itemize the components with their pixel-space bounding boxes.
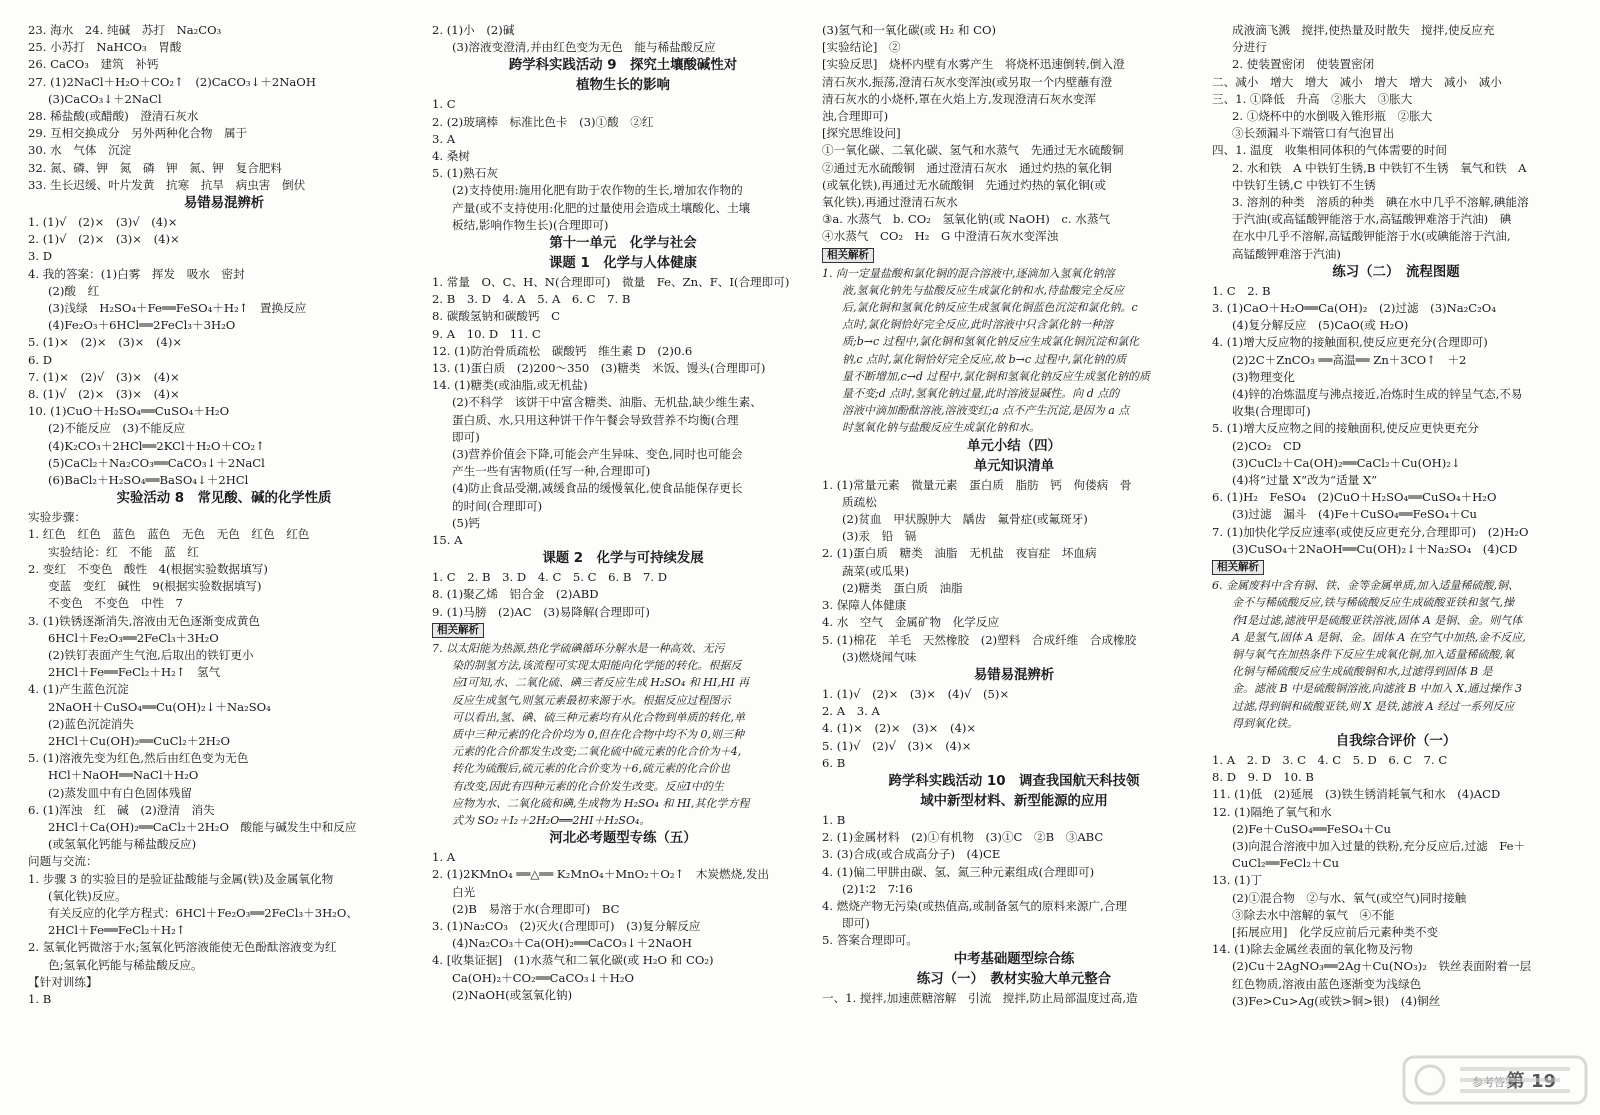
answer-line: 6. (1)浑浊 红 碱 (2)澄清 消失 — [28, 802, 215, 817]
answer-line: 3. 保障人体健康 — [822, 598, 907, 613]
answer-line: 一、1. 搅拌,加速蔗糖溶解 引流 搅拌,防止局部温度过高,造 — [822, 990, 1138, 1005]
answer-line: 3. (3)合成(或合成高分子) (4)CE — [822, 847, 1001, 862]
answer-line: 2. 变红 不变色 酸性 4(根据实验数据填写) — [28, 561, 268, 576]
answer-line: (2)1∶2 7∶16 — [842, 881, 913, 896]
section-heading: 单元小结（四） — [967, 438, 1061, 454]
answer-line: 2HCl＋Fe══FeCl₂＋H₂↑ 氢气 — [48, 665, 221, 680]
answer-line: 4. (1)偏二甲肼由碳、氢、氮三种元素组成(合理即可) — [822, 864, 1095, 879]
answer-line: (4)复分解反应 (5)CaO(或 H₂O) — [1232, 318, 1409, 333]
answer-line: 5. (1)√ (2)√ (3)× (4)× — [822, 738, 972, 753]
answer-line: (3)CaCO₃↓＋2NaCl — [48, 91, 162, 106]
answer-line: 32. 氮、磷、钾 氮 磷 钾 氮、钾 复合肥料 — [28, 160, 282, 175]
answer-line: (3)溶液变澄清,并由红色变为无色 能与稀盐酸反应 — [452, 40, 716, 55]
answer-line: 25. 小苏打 NaHCO₃ 胃酸 — [28, 40, 182, 55]
answer-line: (3)汞 铅 镉 — [842, 529, 917, 544]
analysis-line: A 是氢气,固体 A 是铜、金。固体 A 在空气中加热,金不反应, — [1232, 630, 1526, 644]
section-heading: 练习（二） 流程图题 — [1332, 264, 1460, 280]
answer-line: 产量(或不支持使用:化肥的过量使用会造成土壤酸化、土壤 — [452, 200, 751, 215]
answer-line: 1. A 2. D 3. C 4. C 5. D 6. C 7. C — [1212, 752, 1448, 767]
answer-line: 1. C 2. B — [1212, 283, 1271, 298]
answer-line: 29. 互相交换成分 另外两种化合物 属于 — [28, 126, 248, 141]
answer-line: [拓展应用] 化学反应前后元素种类不变 — [1232, 924, 1439, 939]
answer-line: 即可) — [452, 429, 480, 444]
answer-line: (3)浅绿 H₂SO₄＋Fe══FeSO₄＋H₂↑ 置换反应 — [48, 301, 307, 316]
answer-line: 4. [收集证据] (1)水蒸气和二氧化碳(或 H₂O 和 CO₂) — [432, 953, 714, 968]
answer-line: 2. (1)2KMnO₄ ══△══ K₂MnO₄＋MnO₂＋O₂↑ 木炭燃烧,发出 — [432, 867, 770, 882]
answer-line: 3. (1)铁锈逐渐消失,溶液由无色逐渐变成黄色 — [28, 613, 260, 628]
answer-line: (4)将“过量 X”改为“适量 X” — [1232, 473, 1378, 488]
answer-line: 有关反应的化学方程式：6HCl＋Fe₂O₃══2FeCl₃＋3H₂O、 — [48, 905, 358, 920]
answer-line: (或氧化铁),再通过无水硫酸铜 先通过灼热的氧化铜(或 — [822, 177, 1106, 192]
analysis-line: 质;b→c 过程中,氯化铜和氢氧化钠反应生成氯化铜沉淀和氯化 — [842, 335, 1140, 349]
answer-line: 氧化铁),再通过澄清石灰水 — [822, 195, 958, 210]
answer-line: 30. 水 气体 沉淀 — [28, 143, 132, 158]
answer-line: 变蓝 变红 碱性 9(根据实验数据填写) — [48, 579, 262, 594]
answer-line: (3)Fe>Cu>Ag(或铁>铜>银) (4)铜丝 — [1232, 993, 1441, 1008]
answer-line: 7. (1)加快化学反应速率(或使反应更充分,合理即可) (2)H₂O — [1212, 524, 1529, 539]
analysis-line: 元素的化合价都发生改变;二氧化硫中硫元素的化合价为＋4, — [452, 745, 742, 759]
section-heading: 中考基础题型综合练 — [953, 951, 1075, 967]
answer-line: 【针对训练】 — [28, 974, 98, 989]
answer-line: ①一氧化碳、二氧化碳、氢气和水蒸气 先通过无水硫酸铜 — [822, 143, 1124, 158]
answer-line: 6. B — [822, 755, 846, 770]
answer-line: 12. (1)隔绝了氧气和水 — [1212, 804, 1332, 819]
analysis-line: 可以看出,氢、碘、硫三种元素均有从化合物到单质的转化,单 — [452, 710, 745, 724]
answer-line: 3. A — [432, 131, 456, 146]
answer-line: 2. (1)√ (2)× (3)× (4)× — [28, 232, 180, 247]
answer-line: CuCl₂══FeCl₂＋Cu — [1232, 856, 1339, 871]
answer-line: (2)蒸发皿中有白色固体残留 — [48, 785, 192, 800]
analysis-tag-row — [432, 621, 814, 640]
answer-line: 质疏松 — [842, 494, 877, 509]
watermark-logo-icon — [1400, 1051, 1590, 1109]
answer-line: 4. 燃烧产物无污染(或热值高,或制备氢气的原料来源广,合理 — [822, 898, 1127, 913]
answer-line: 蔬菜(或瓜果) — [842, 563, 910, 578]
answer-line: 3. D — [28, 249, 53, 264]
answer-line: (2)蓝色沉淀消失 — [48, 716, 134, 731]
answer-line: ③a. 水蒸气 b. CO₂ 氢氧化钠(或 NaOH) c. 水蒸气 — [822, 212, 1111, 227]
answer-line: 2. A 3. A — [822, 704, 880, 719]
analysis-line: 式为 SO₂＋I₂＋2H₂O══2HI＋H₂SO₄。 — [452, 813, 651, 827]
answer-line: 3. (1)Na₂CO₃ (2)灭火(合理即可) (3)复分解反应 — [432, 918, 701, 933]
analysis-line: 量不断增加,c→d 过程中,氯化铜和氢氧化钠反应生成氢化钠的质 — [842, 369, 1150, 383]
answer-line: 1. C 2. B 3. D 4. C 5. C 6. B 7. D — [432, 570, 668, 585]
answer-line: 不变色 不变色 中性 7 — [48, 596, 183, 611]
answer-line: 3. 溶剂的种类 溶质的种类 碘在水中几乎不溶解,碘能溶 — [1232, 195, 1529, 210]
answer-line: (3)CuCl₂＋Ca(OH)₂══CaCl₂＋Cu(OH)₂↓ — [1232, 455, 1461, 470]
answer-line: 1. 步骤 3 的实验目的是验证盐酸能与金属(铁)及金属氧化物 — [28, 871, 334, 886]
answer-line: (3)CuSO₄＋2NaOH══Cu(OH)₂↓＋Na₂SO₄ (4)CD — [1232, 541, 1518, 556]
answer-line: 4. 我的答案：(1)白雾 挥发 吸水 密封 — [28, 266, 245, 281]
answer-line: 7. (1)× (2)√ (3)× (4)× — [28, 369, 180, 384]
answer-line: 1. (1)常量元素 微量元素 蛋白质 脂肪 钙 佝偻病 骨 — [822, 477, 1132, 492]
answer-line: (3)向混合溶液中加入过量的铁粉,充分反应后,过滤 Fe＋ — [1232, 838, 1526, 853]
analysis-line: 溶液中滴加酚酞溶液,溶液变红;a 点不产生沉淀,是因为 a 点 — [842, 404, 1130, 418]
answer-line: (3)营养价值会下降,可能会产生异味、变色,同时也可能会 — [452, 447, 743, 462]
answer-line: 4. (1)× (2)× (3)× (4)× — [822, 721, 977, 736]
answer-column-1 — [28, 22, 420, 1008]
section-heading: 易错易混辨析 — [973, 667, 1055, 683]
answer-line: 2HCl＋Ca(OH)₂══CaCl₂＋2H₂O 酸能与碱发生中和反应 — [48, 819, 357, 834]
answer-line: 高锰酸钾难溶于汽油) — [1232, 246, 1341, 261]
answer-line: 14. (1)除去金属丝表面的氧化物及污物 — [1212, 942, 1413, 957]
answer-line: (2)贫血 甲状腺肿大 龋齿 氟骨症(或氟斑牙) — [842, 512, 1088, 527]
section-heading: 单元知识清单 — [973, 458, 1055, 474]
answer-line: (3)燃烧闻气味 — [842, 649, 917, 664]
answer-line: 2. 氢氧化钙微溶于水;氢氧化钙溶液能使无色酚酞溶液变为红 — [28, 940, 337, 955]
answer-line: (2)不能反应 (3)不能反应 — [48, 421, 186, 436]
analysis-line: 后,氯化铜和氢氧化钠反应生成氢氧化铜蓝色沉淀和氯化钠。c — [842, 301, 1138, 315]
answer-line: (2)糖类 蛋白质 油脂 — [842, 580, 963, 595]
analysis-line: 有改变,因此有四种元素的化合价发生改变。反应Ⅰ中的生 — [452, 779, 724, 793]
answer-line: 收集(合理即可) — [1232, 404, 1311, 419]
answer-line: (2)Fe＋CuSO₄══FeSO₄＋Cu — [1232, 821, 1391, 836]
answer-line: 26. CaCO₃ 建筑 补钙 — [28, 57, 159, 72]
section-heading: 植物生长的影响 — [576, 78, 670, 94]
answer-line: 2. ①烧杯中的水倒吸入锥形瓶 ②胀大 — [1232, 109, 1433, 124]
answer-line: 13. (1)丁 — [1212, 873, 1263, 888]
answer-line: (2)B 易溶于水(合理即可) BC — [452, 901, 620, 916]
answer-line: 11. (1)低 (2)延展 (3)铁生锈消耗氧气和水 (4)ACD — [1212, 787, 1501, 802]
answer-line: 问题与交流： — [28, 854, 98, 869]
answer-line: 27. (1)2NaCl＋H₂O＋CO₂↑ (2)CaCO₃↓＋2NaOH — [28, 74, 316, 89]
section-heading: 练习（一） 教材实验大单元整合 — [916, 971, 1112, 987]
answer-line: (3)氢气和一氧化碳(或 H₂ 和 CO) — [822, 23, 997, 37]
answer-line: 1. C — [432, 97, 456, 112]
answer-column-3 — [822, 22, 1206, 1007]
analysis-line: 量不变;d 点时,氢氧化钠过量,此时溶液显碱性。向 d 点的 — [842, 387, 1120, 401]
section-heading: 课题 2 化学与可持续发展 — [542, 551, 704, 567]
analysis-line: 染的制氢方法,该流程可实现太阳能向化学能的转化。根据反 — [452, 659, 742, 673]
answer-line: ③长颈漏斗下端管口有气泡冒出 — [1232, 126, 1395, 141]
answer-line: 产生一些有害物质(任写一种,合理即可) — [452, 464, 651, 479]
answer-line: 14. (1)糖类(或油脂,或无机盐) — [432, 378, 588, 393]
answer-line: 2HCl＋Fe══FeCl₂＋H₂↑ — [48, 923, 186, 938]
section-heading: 跨学科实践活动 9 探究土壤酸碱性对 — [508, 58, 738, 74]
analysis-line: 过滤,得到铜和硫酸亚铁,则 X 是铁,滤液 A 经过一系列反应 — [1232, 699, 1515, 713]
analysis-line: 质中三种元素的化合价均为 0,但在化合物中均不为 0,则三种 — [452, 727, 744, 741]
answer-column-4 — [1212, 22, 1580, 1010]
analysis-line: 点时,氯化铜恰好完全反应,此时溶液中只含氯化钠一种溶 — [842, 318, 1113, 332]
answer-line: 1. 常量 O、C、H、N(合理即可) 微量 Fe、Zn、F、I(合理即可) — [432, 275, 790, 290]
answer-line: ③除去水中溶解的氧气 ④不能 — [1232, 907, 1395, 922]
answer-line: 5. (1)增大反应物之间的接触面积,使反应更快更充分 — [1212, 421, 1479, 436]
analysis-line: 铜与氧气在加热条件下反应生成氧化铜,加入适量稀硫酸,氧 — [1232, 647, 1514, 661]
answer-line: 2NaOH＋CuSO₄══Cu(OH)₂↓＋Na₂SO₄ — [48, 699, 271, 714]
analysis-line: 应物为水、二氧化硫和碘,生成物为 H₂SO₄ 和 HI,其化学方程 — [452, 796, 750, 810]
answer-line: 10. (1)CuO＋H₂SO₄══CuSO₄＋H₂O — [28, 404, 230, 419]
answer-line: [实验反思] 烧杯内壁有水雾产生 将烧杯迅速倒转,倒入澄 — [822, 57, 1125, 72]
analysis-line: 钠,c 点时,氯化铜恰好完全反应,故 b→c 过程中,氯化钠的质 — [842, 352, 1127, 366]
answer-line: 13. (1)蛋白质 (2)200～350 (3)糖类 米饭、馒头(合理即可) — [432, 361, 766, 376]
answer-line: 2. B 3. D 4. A 5. A 6. C 7. B — [432, 292, 631, 307]
section-heading: 域中新型材料、新型能源的应用 — [920, 793, 1108, 809]
answer-line: 红色物质,溶液由蓝色逐渐变为浅绿色 — [1232, 976, 1422, 991]
answer-line: 9. A 10. D 11. C — [432, 326, 541, 341]
analysis-line: 化铜与稀硫酸反应生成硫酸铜和水,过滤得到固体 B 是 — [1232, 665, 1493, 679]
answer-line: (2)酸 红 — [48, 283, 100, 298]
section-heading: 课题 1 化学与人体健康 — [549, 256, 697, 272]
answer-line: 28. 稀盐酸(或醋酸) 澄清石灰水 — [28, 109, 199, 124]
answer-line: 4. 桑树 — [432, 149, 470, 164]
answer-line: 1. (1)√ (2)× (3)× (4)√ (5)× — [822, 686, 1010, 701]
answer-line: (2)NaOH(或氢氧化钠) — [452, 987, 573, 1002]
section-heading: 第十一单元 化学与社会 — [549, 236, 697, 252]
answer-line: (或氢氧化钙能与稀盐酸反应) — [48, 837, 197, 852]
answer-line: 15. A — [432, 533, 463, 548]
answer-line: 清石灰水的小烧杯,罩在火焰上方,发现澄清石灰水变浑 — [822, 91, 1097, 106]
answer-line: 23. 海水 24. 纯碱 苏打 Na₂CO₃ — [28, 23, 222, 37]
answer-line: 二、减小 增大 增大 减小 增大 增大 减小 减小 — [1212, 74, 1502, 89]
analysis-tag-row — [1212, 558, 1580, 577]
answer-column-2 — [432, 22, 814, 1004]
answer-line: 4. 水 空气 金属矿物 化学反应 — [822, 615, 1000, 630]
answer-line: 实验步骤： — [28, 510, 86, 525]
answer-line: (2)Cu＋2AgNO₃══2Ag＋Cu(NO₃)₂ 铁丝表面附着一层 — [1232, 959, 1532, 974]
answer-line: (4)防止食品受潮,减缓食品的缓慢氧化,使食品能保存更长 — [452, 481, 743, 496]
answer-line: 实验结论：红 不能 蓝 红 — [48, 544, 199, 559]
answer-line: (2)支持使用:施用化肥有助于农作物的生长,增加农作物的 — [452, 183, 743, 198]
answer-line: (3)物理变化 — [1232, 369, 1295, 384]
page-label: 参考答案 — [1472, 1076, 1516, 1089]
answer-line: (5)CaCl₂＋Na₂CO₃══CaCO₃↓＋2NaCl — [48, 455, 265, 470]
answer-line: 4. (1)产生蓝色沉淀 — [28, 682, 129, 697]
answer-line: [实验结论] ② — [822, 40, 901, 55]
answer-line: (2)①混合物 ②与水、氧气(或空气)同时接触 — [1232, 890, 1467, 905]
section-heading: 易错易混辨析 — [183, 196, 265, 212]
answer-line: (4)Na₂CO₃＋Ca(OH)₂══CaCO₃↓＋2NaOH — [452, 936, 692, 951]
answer-line: 5. (1)× (2)× (3)× (4)× — [28, 335, 183, 350]
answer-line: ④水蒸气 CO₂ H₂ G 中澄清石灰水变浑浊 — [822, 229, 1059, 244]
analysis-line: 金。滤液 B 中是硫酸铜溶液,向滤液 B 中加入 X,通过操作 3 — [1232, 682, 1522, 696]
answer-line: 蛋白质、水,只用这种饼干作午餐会导致营养不均衡(合理 — [452, 412, 739, 427]
answer-line: ②通过无水硫酸铜 通过澄清石灰水 通过灼热的氧化铜 — [822, 160, 1112, 175]
answer-line: 在水中几乎不溶解,高锰酸钾能溶于水(或碘能溶于汽油, — [1232, 229, 1511, 244]
answer-line: 12. (1)防治骨质疏松 碳酸钙 维生素 D (2)0.6 — [432, 343, 693, 358]
answer-line: 2HCl＋Cu(OH)₂══CuCl₂＋2H₂O — [48, 733, 231, 748]
answer-line: 8. (1)√ (2)× (3)× (4)× — [28, 387, 180, 402]
answer-line: 中铁钉生锈,C 中铁钉不生锈 — [1232, 177, 1376, 192]
answer-line: 6HCl＋Fe₂O₃══2FeCl₃＋3H₂O — [48, 630, 219, 645]
answer-line: 2. (1)蛋白质 糖类 油脂 无机盐 夜盲症 坏血病 — [822, 546, 1097, 561]
analysis-tag-row — [822, 246, 1206, 265]
answer-line: 四、1. 温度 收集相同体积的气体需要的时间 — [1212, 143, 1448, 158]
answer-line: 1. (1)√ (2)× (3)√ (4)× — [28, 215, 178, 230]
answer-line: 6. (1)H₂ FeSO₄ (2)CuO＋H₂SO₄══CuSO₄＋H₂O — [1212, 490, 1497, 505]
analysis-line: 应Ⅰ可知,水、二氧化硫、碘三者反应生成 H₂SO₄ 和 HI,HI 再 — [452, 676, 750, 690]
answer-line: (4)K₂CO₃＋2HCl══2KCl＋H₂O＋CO₂↑ — [48, 438, 265, 453]
answer-line: (2)不科学 该饼干中富含糖类、油脂、无机盐,缺少维生素、 — [452, 395, 762, 410]
answer-line: 白光 — [452, 884, 476, 899]
analysis-line: 1. 向一定量盐酸和氯化铜的混合溶液中,逐滴加入氢氧化钠溶 — [822, 266, 1115, 280]
section-heading: 自我综合评价（一） — [1335, 733, 1457, 749]
answer-line: 2. (1)金属材料 (2)①有机物 (3)①C ②B ③ABC — [822, 830, 1104, 845]
analysis-line: 时氢氧化钠与盐酸反应生成氯化钠和水。 — [842, 421, 1040, 435]
answer-line: 5. 答案合理即可。 — [822, 933, 918, 948]
analysis-line: 得到氧化铁。 — [1232, 716, 1298, 730]
answer-line: 9. (1)马膀 (2)AC (3)易降解(合理即可) — [432, 604, 650, 619]
answer-line: 5. (1)熟石灰 — [432, 166, 498, 181]
section-heading: 跨学科实践活动 10 调查我国航天科技领 — [888, 773, 1140, 789]
answer-line: 2. 水和铁 A 中铁钉生锈,B 中铁钉不生锈 氧气和铁 A — [1232, 160, 1527, 175]
answer-line: 三、1. ①降低 升高 ②胀大 ③胀大 — [1212, 91, 1413, 106]
section-heading: 河北必考题型专练（五） — [549, 831, 697, 847]
analysis-line: 转化为硫酸后,硫元素的化合价变为＋6,硫元素的化合价也 — [452, 762, 730, 776]
answer-line: 板结,影响作物生长)(合理即可) — [452, 217, 609, 232]
answer-line: (3)过滤 漏斗 (4)Fe＋CuSO₄══FeSO₄＋Cu — [1232, 507, 1477, 522]
analysis-line: 液,氢氧化钠先与盐酸反应生成氯化钠和水,待盐酸完全反应 — [842, 283, 1124, 297]
answer-line: 色;氢氧化钙能与稀盐酸反应。 — [48, 957, 203, 972]
answer-line: (6)BaCl₂＋H₂SO₄══BaSO₄↓＋2HCl — [48, 473, 249, 488]
answer-line: 5. (1)棉花 羊毛 天然橡胶 (2)塑料 合成纤维 合成橡胶 — [822, 632, 1137, 647]
answer-line: 8. (1)聚乙烯 铝合金 (2)ABD — [432, 587, 599, 602]
answer-line: 8. 碳酸氢钠和碳酸钙 C — [432, 309, 560, 324]
answer-line: 6. D — [28, 352, 53, 367]
analysis-line: 7. 以太阳能为热源,热化学硫碘循环分解水是一种高效、无污 — [432, 641, 725, 655]
answer-line: 1. 红色 红色 蓝色 蓝色 无色 无色 红色 红色 — [28, 527, 310, 542]
answer-line: 浊,合理即可) — [822, 109, 889, 124]
analysis-line: 作Ⅰ是过滤,滤液甲是硫酸亚铁溶液,固体 A 是铜、金。则气体 — [1232, 613, 1523, 627]
answer-line: 即可) — [842, 916, 870, 931]
analysis-line: 6. 金属废料中含有铜、铁、金等金属单质,加入适量稀硫酸,铜、 — [1212, 579, 1519, 593]
answer-line: 2. 使装置密闭 使装置密闭 — [1232, 57, 1375, 72]
answer-line: (氧化铁)反应。 — [48, 888, 127, 903]
answer-line: 分进行 — [1232, 40, 1267, 55]
analysis-line: 金不与稀硫酸反应,铁与稀硫酸反应生成硫酸亚铁和氢气,操 — [1232, 596, 1514, 610]
answer-line: (4)锌的冶炼温度与沸点接近,冶炼时生成的锌呈气态,不易 — [1232, 387, 1523, 402]
analysis-line: 反应生成氢气,则氢元素最初来源于水。根据反应过程图示 — [452, 693, 731, 707]
answer-line: (2)铁钉表面产生气泡,后取出的铁钉更小 — [48, 647, 254, 662]
answer-line: 3. (1)CaO＋H₂O══Ca(OH)₂ (2)过滤 (3)Na₂C₂O₄ — [1212, 301, 1496, 316]
answer-line: 1. B — [822, 812, 846, 827]
answer-line: (4)Fe₂O₃＋6HCl══2FeCl₃＋3H₂O — [48, 318, 236, 333]
analysis-tag: 相关解析 — [432, 623, 484, 638]
answer-line: 1. B — [28, 991, 52, 1006]
answer-line: 1. A — [432, 850, 456, 865]
answer-line: 2. (2)玻璃棒 标准比色卡 (3)①酸 ②红 — [432, 114, 654, 129]
answer-line: 8. D 9. D 10. B — [1212, 770, 1314, 785]
answer-line: 33. 生长迟缓、叶片发黄 抗寒 抗旱 病虫害 倒伏 — [28, 177, 306, 192]
answer-line: 2. (1)小 (2)碱 — [432, 23, 515, 37]
answer-line: 于汽油(或高锰酸钾能溶于水,高锰酸钾难溶于汽油) 碘 — [1232, 212, 1512, 227]
answer-line: 的时间(合理即可) — [452, 498, 543, 513]
answer-line: HCl＋NaOH══NaCl＋H₂O — [48, 768, 199, 783]
analysis-tag: 相关解析 — [822, 248, 874, 263]
answer-line: (2)CO₂ CD — [1232, 438, 1302, 453]
answer-line: [探究思维设问] — [822, 126, 901, 141]
answer-line: 4. (1)增大反应物的接触面积,使反应更充分(合理即可) — [1212, 335, 1488, 350]
section-heading: 实验活动 8 常见酸、碱的化学性质 — [116, 491, 332, 507]
analysis-tag: 相关解析 — [1212, 560, 1264, 575]
answer-line: Ca(OH)₂＋CO₂══CaCO₃↓＋H₂O — [452, 970, 635, 985]
answer-line: 5. (1)溶液先变为红色,然后由红色变为无色 — [28, 751, 249, 766]
answer-line: (5)钙 — [452, 515, 481, 530]
answer-line: 成液滴飞溅 搅拌,使热量及时散失 搅拌,使反应充 — [1232, 23, 1495, 37]
answer-line: 清石灰水,振荡,澄清石灰水变浑浊(或另取一个内壁蘸有澄 — [822, 74, 1113, 89]
answer-line: (2)2C＋ZnCO₃ ══高温══ Zn＋3CO↑ ＋2 — [1232, 352, 1467, 367]
